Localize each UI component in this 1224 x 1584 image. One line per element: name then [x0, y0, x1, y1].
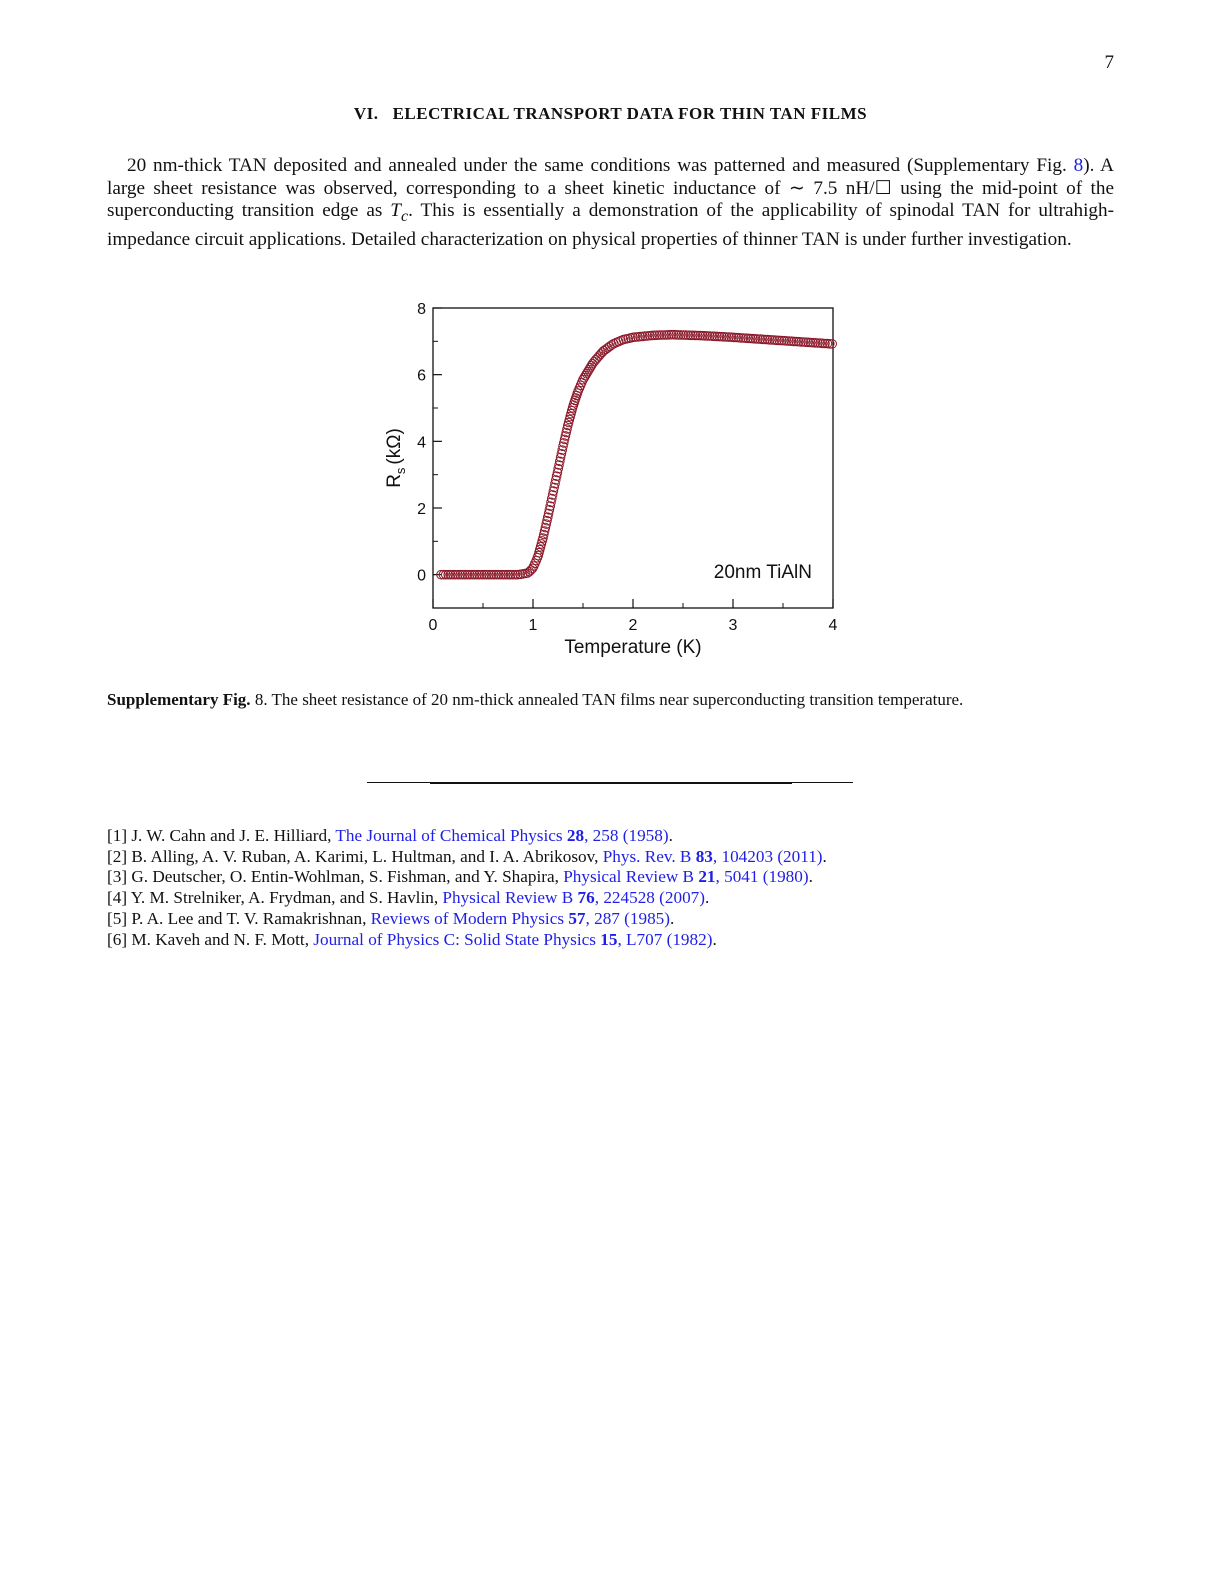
tc-subscript: c [400, 208, 409, 226]
y-label-unit: (kΩ) [384, 428, 405, 465]
y-tick-label: 0 [417, 567, 426, 585]
page-number: 7 [1104, 52, 1114, 73]
x-axis-label: Temperature (K) [564, 637, 702, 658]
reference-item: [3] G. Deutscher, O. Entin-Wohlman, S. Fishman, and Y. Shapira, Physical Review B 21, 5041 (1980). [107, 867, 813, 887]
figure-link[interactable]: 8 [1073, 155, 1084, 176]
reference-item: [6] M. Kaveh and N. F. Mott, Journal of Physics C: Solid State Physics 15, L707 (1982). [107, 929, 717, 949]
figure-chart [372, 296, 850, 660]
reference-link[interactable]: Physical Review B 21, 5041 (1980) [563, 867, 809, 887]
caption-label: Supplementary Fig. [107, 690, 251, 709]
y-tick-label: 2 [417, 501, 426, 518]
section-heading [107, 104, 1114, 124]
y-tick-label: 8 [417, 301, 426, 318]
section-number: VI. [353, 104, 379, 123]
y-tick-label: 6 [417, 367, 426, 385]
reference-item: [4] Y. M. Strelniker, A. Frydman, and S. Havlin, Physical Review B 76, 224528 (2007). [107, 888, 710, 908]
y-label-sub: s [393, 467, 408, 475]
figure-caption [107, 689, 1114, 711]
x-tick-label: 3 [728, 617, 738, 634]
reference-link[interactable]: Physical Review B 76, 224528 (2007) [442, 888, 705, 908]
chart-annotation: 20nm TiAlN [713, 562, 812, 583]
reference-link[interactable]: Reviews of Modern Physics 57, 287 (1985) [370, 908, 670, 928]
x-tick-label: 1 [528, 617, 538, 634]
y-tick-label: 4 [417, 434, 426, 452]
reference-list [107, 826, 1114, 950]
y-axis-label [384, 428, 408, 488]
reference-item: [5] P. A. Lee and T. V. Ramakrishnan, Reviews of Modern Physics 57, 287 (1985). [107, 908, 675, 928]
y-label-main: R [384, 474, 405, 488]
x-tick-label: 4 [828, 617, 838, 634]
x-tick-label: 0 [428, 617, 438, 634]
x-tick-label: 2 [628, 617, 638, 634]
reference-link[interactable]: Journal of Physics C: Solid State Physics 15, L707 (1982) [313, 929, 713, 949]
reference-item: [1] J. W. Cahn and J. E. Hilliard, The Journal of Chemical Physics 28, 258 (1958). [107, 826, 673, 845]
paragraph-text-2: ). A large sheet resistance was observed, corresponding to a sheet kinetic inductance of ∼ 7.5 nH/☐ using the mid-point of the superconducting transition edge as [107, 155, 1115, 222]
body-paragraph [107, 155, 1114, 251]
paragraph-text-3: . This is essentially a demonstration of the applicability of spinodal TAN for ultrahigh-impedance circuit applications. Detailed characterization on physical properties of thinner TAN is under further investigation. [107, 200, 1114, 250]
reference-item: [2] B. Alling, A. V. Ruban, A. Karimi, L. Hultman, and I. A. Abrikosov, Phys. Rev. B 83, 104203 (2011). [107, 846, 827, 866]
chart-svg [372, 296, 850, 660]
caption-number: 8. [254, 690, 268, 709]
paragraph-text-1: 20 nm-thick TAN deposited and annealed under the same conditions was patterned and measured (Supplementary Fig. [127, 155, 1074, 176]
footnote-divider-thick [430, 782, 792, 784]
caption-text: The sheet resistance of 20 nm-thick annealed TAN films near superconducting transition temperature. [271, 690, 964, 709]
reference-link[interactable]: Phys. Rev. B 83, 104203 (2011) [602, 846, 823, 866]
section-title: ELECTRICAL TRANSPORT DATA FOR THIN TAN FILMS [392, 104, 868, 123]
tc-symbol: T [390, 200, 401, 222]
reference-link[interactable]: The Journal of Chemical Physics 28, 258 (1958) [335, 826, 669, 845]
